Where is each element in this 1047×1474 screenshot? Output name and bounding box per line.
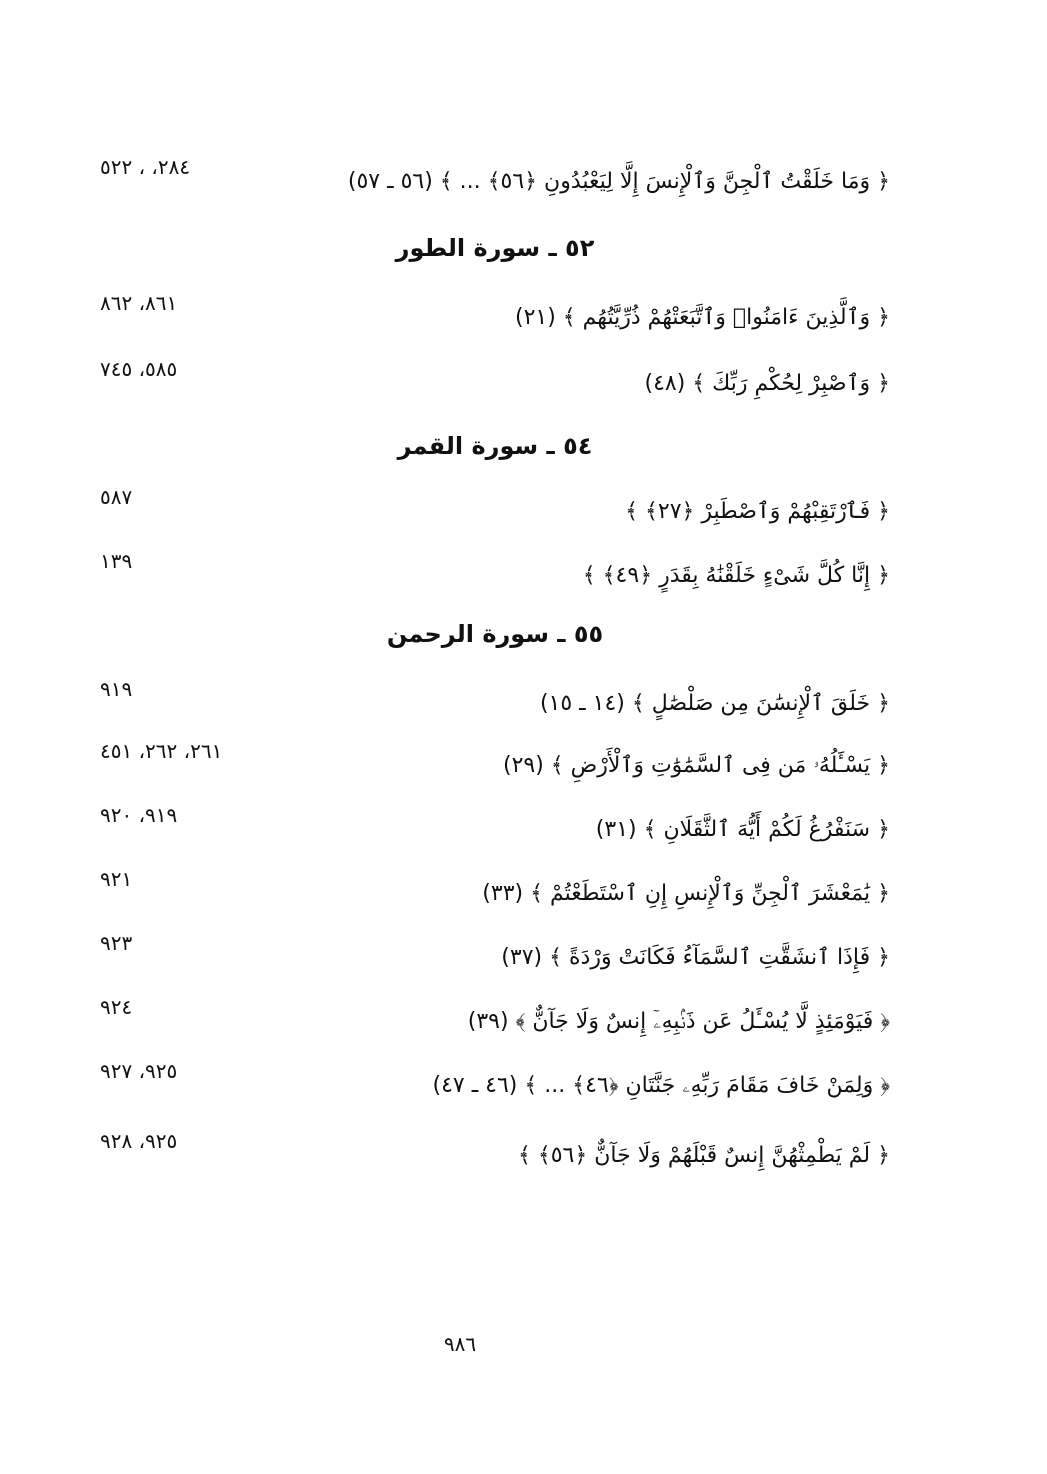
verse-text: ﴿ وَلِمَنْ خَافَ مَقَامَ رَبِّهِۦ جَنَّتَانِ ﴿٤٦﴾ ... ﴾ (٤٦ ـ ٤٧)	[432, 1073, 890, 1098]
verse-row	[90, 1059, 890, 1106]
page-refs: ٩٢٥، ٩٢٧	[100, 1059, 178, 1083]
verse-row	[90, 867, 890, 914]
page-refs: ٥٨٧	[100, 485, 133, 509]
verse-text: ﴿ وَٱلَّذِينَ ءَامَنُوا۟ وَٱتَّبَعَتْهُمْ ذُرِّيَّتُهُم ﴾ (٢١)	[514, 305, 890, 330]
page-refs: ٢٨٤، ، ٥٢٢	[100, 155, 191, 179]
verse-row	[90, 995, 890, 1042]
page-refs: ٩١٩، ٩٢٠	[100, 803, 178, 827]
page-refs: ٥٨٥، ٧٤٥	[100, 357, 178, 381]
verse-text: ﴿ وَٱصْبِرْ لِحُكْمِ رَبِّكَ ﴾ (٤٨)	[644, 371, 890, 396]
verse-row	[90, 549, 890, 596]
verse-row	[90, 291, 890, 338]
verse-row	[90, 677, 890, 724]
verse-row	[90, 485, 890, 532]
page-refs: ٨٦١، ٨٦٢	[100, 291, 178, 315]
verse-row	[90, 1129, 890, 1176]
verse-row	[90, 931, 890, 978]
verse-text: ﴿ فَيَوْمَئِذٍ لَّا يُسْـَٔلُ عَن ذَنۢبِهِۦٓ إِنسٌ وَلَا جَآنٌّ ﴾ (٣٩)	[467, 1009, 890, 1034]
verse-row	[90, 739, 890, 786]
verse-text: ﴿ يَٰمَعْشَرَ ٱلْجِنِّ وَٱلْإِنسِ إِنِ ٱسْتَطَعْتُمْ ﴾ (٣٣)	[482, 881, 890, 906]
verse-row	[90, 155, 890, 202]
verse-text: ﴿ فَٱرْتَقِبْهُمْ وَٱصْطَبِرْ ﴿٢٧﴾ ﴾	[625, 499, 890, 524]
verse-text: ﴿ وَمَا خَلَقْتُ ٱلْجِنَّ وَٱلْإِنسَ إِلَّا لِيَعْبُدُونِ ﴿٥٦﴾ ... ﴾ (٥٦ ـ ٥٧)	[347, 169, 890, 194]
page-refs: ٢٦١، ٢٦٢، ٤٥١	[100, 739, 223, 763]
surah-heading: ٥٥ ـ سورة الرحمن	[386, 620, 604, 648]
page-refs: ١٣٩	[100, 549, 133, 573]
page-number: ٩٨٦	[443, 1332, 477, 1356]
surah-heading: ٥٤ ـ سورة القمر	[397, 432, 593, 460]
verse-text: ﴿ فَإِذَا ٱنشَقَّتِ ٱلسَّمَآءُ فَكَانَتْ وَرْدَةً ﴾ (٣٧)	[501, 945, 890, 970]
verse-text: ﴿ خَلَقَ ٱلْإِنسَٰنَ مِن صَلْصَٰلٍ ﴾ (١٤ ـ ١٥)	[539, 691, 890, 716]
page-refs: ٩٢٣	[100, 931, 133, 955]
verse-row	[90, 803, 890, 850]
surah-heading: ٥٢ ـ سورة الطور	[395, 234, 595, 262]
verse-text: ﴿ لَمْ يَطْمِثْهُنَّ إِنسٌ قَبْلَهُمْ وَلَا جَآنٌّ ﴿٥٦﴾ ﴾	[517, 1143, 890, 1168]
verse-text: ﴿ يَسْـَٔلُهُۥ مَن فِى ٱلسَّمَٰوَٰتِ وَٱلْأَرْضِ ﴾ (٢٩)	[502, 753, 890, 778]
verse-row	[90, 357, 890, 404]
page-refs: ٩٢٥، ٩٢٨	[100, 1129, 178, 1153]
page-refs: ٩٢٤	[100, 995, 133, 1019]
verse-text: ﴿ سَنَفْرُغُ لَكُمْ أَيُّهَ ٱلثَّقَلَانِ ﴾ (٣١)	[595, 817, 890, 842]
page-refs: ٩٢١	[100, 867, 133, 891]
page-refs: ٩١٩	[100, 677, 133, 701]
verse-text: ﴿ إِنَّا كُلَّ شَىْءٍ خَلَقْنَٰهُ بِقَدَرٍ ﴿٤٩﴾ ﴾	[582, 563, 890, 588]
